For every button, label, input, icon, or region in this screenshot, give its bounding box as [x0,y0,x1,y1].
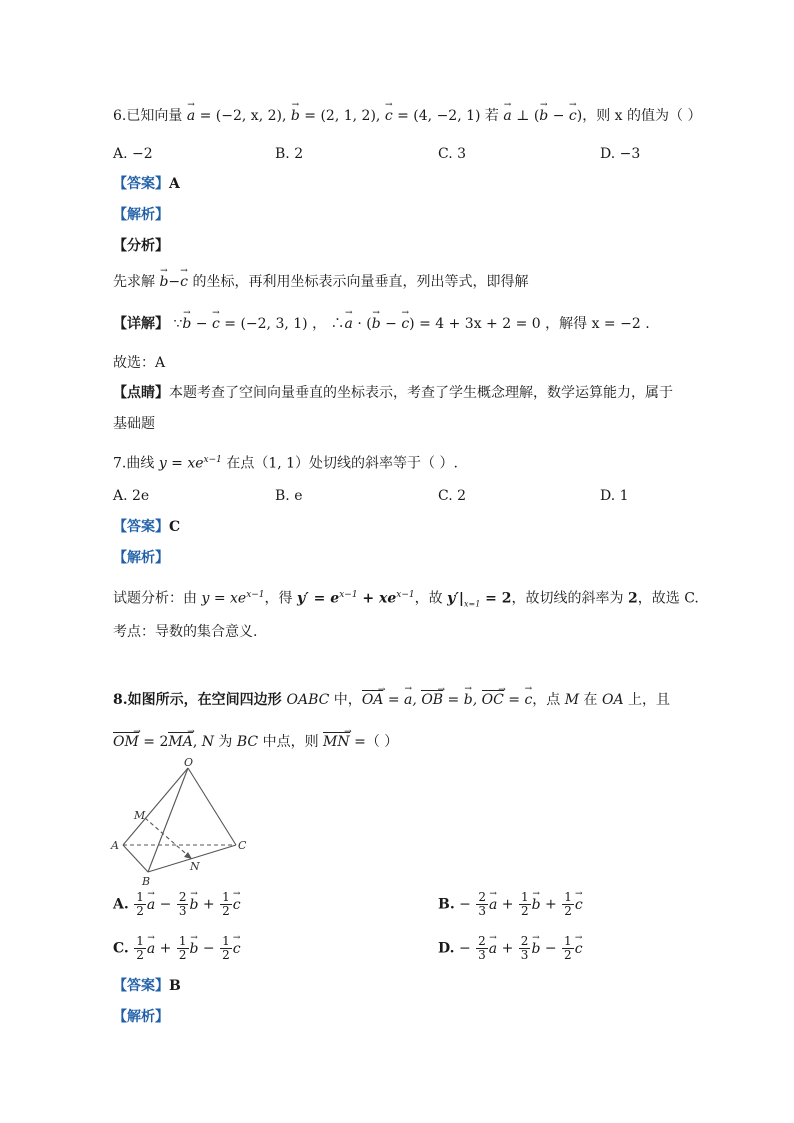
q8-option-b: B. − $\frac{2}{3}$ → a + $\frac{1}{2}$ → b + $\frac{1}{2}$ → c [438,891,583,918]
edge-ab [123,845,148,872]
edge-oa [123,768,188,845]
q6-option-a: A. −2 [113,146,153,162]
label-o: O [184,756,194,769]
label-c: C [238,839,247,852]
label-m: M [134,809,146,822]
q7-option-b: B. e [275,488,303,504]
q6-dianjing: 【点睛】本题考查了空间向量垂直的坐标表示，考查了学生概念理解，数学运算能力，属于 [113,385,673,401]
q7-kaodian: 考点：导数的集合意义. [113,624,258,640]
vector-b: → b [291,105,300,127]
q8-analysis-tag: 【解析】 [113,1009,169,1025]
q6-dianjing-cont: 基础题 [113,416,155,432]
label-b: B [142,875,151,888]
q6-option-d: D. −3 [600,146,641,162]
segment-mn [145,818,192,859]
label-a: A [111,839,119,852]
q7-option-c: C. 2 [438,488,467,504]
vector-a: → a [187,105,195,127]
q7-solution: 试题分析：由 $y = xe^{x-1}$，得 $y' = e^{x-1} + xe^{x-1}$，故 $y'|_{x=1} = 2$，故切线的斜率为 2，故选 C. [113,590,699,609]
vector-c: → c [385,105,393,127]
q7-option-d: D. 1 [600,488,629,504]
q6-stem: 6.已知向量 → a = (−2, x, 2), → b = (2, 1, 2), → c = (4, −2, 1) 若 → a ⊥ (→ b − → c)，则 x 的值为（ ） [113,105,701,127]
mn-arrowhead [184,852,192,859]
q6-detail: 【详解】 ∵→ b − → c = (−2, 3, 1) ， ∴→ a · (→ b − → c) = 4 + 3x + 2 = 0 ，解得 x = −2 . [113,313,650,335]
q8-stem-line2: OM → = 2MA →, N 为 BC 中点，则 MN → =（ ） [113,731,398,753]
q6-fenxi-text: 先求解 → b−→ c 的坐标，再利用坐标表示向量垂直，列出等式，即得解 [113,271,528,293]
q6-option-b: B. 2 [275,146,304,162]
q8-stem-line1: 8.如图所示，在空间四边形 OABC 中，OA → = → a, OB → = → b, OC → = → c，点 M 在 OA 上，且 [113,689,670,711]
edge-oc [188,768,236,845]
q6-analysis-tag: 【解析】 [113,207,169,223]
edge-ob [148,768,188,872]
label-n: N [190,860,200,873]
q8-option-a: A. $\frac{1}{2}$ → a − $\frac{2}{3}$ → b + $\frac{1}{2}$ → c [113,891,241,918]
q7-stem: 7.曲线 $y = xe^{x-1}$ 在点（1, 1）处切线的斜率等于（ ）. [113,455,458,472]
q8-option-c: C. $\frac{1}{2}$ → a + $\frac{1}{2}$ → b − $\frac{1}{2}$ → c [113,935,241,962]
q6-choose: 故选：A [113,355,166,371]
q6-answer: 【答案】A [113,176,180,192]
q8-option-d: D. − $\frac{2}{3}$ → a + $\frac{2}{3}$ → b − $\frac{1}{2}$ → c [438,935,583,962]
q8-answer: 【答案】B [113,978,181,994]
q6-option-c: C. 3 [438,146,467,162]
q7-option-a: A. 2e [113,488,150,504]
q6-fenxi-tag: 【分析】 [113,238,169,254]
q7-answer: 【答案】C [113,519,181,535]
q7-analysis-tag: 【解析】 [113,550,169,566]
tetrahedron-figure [108,756,258,888]
